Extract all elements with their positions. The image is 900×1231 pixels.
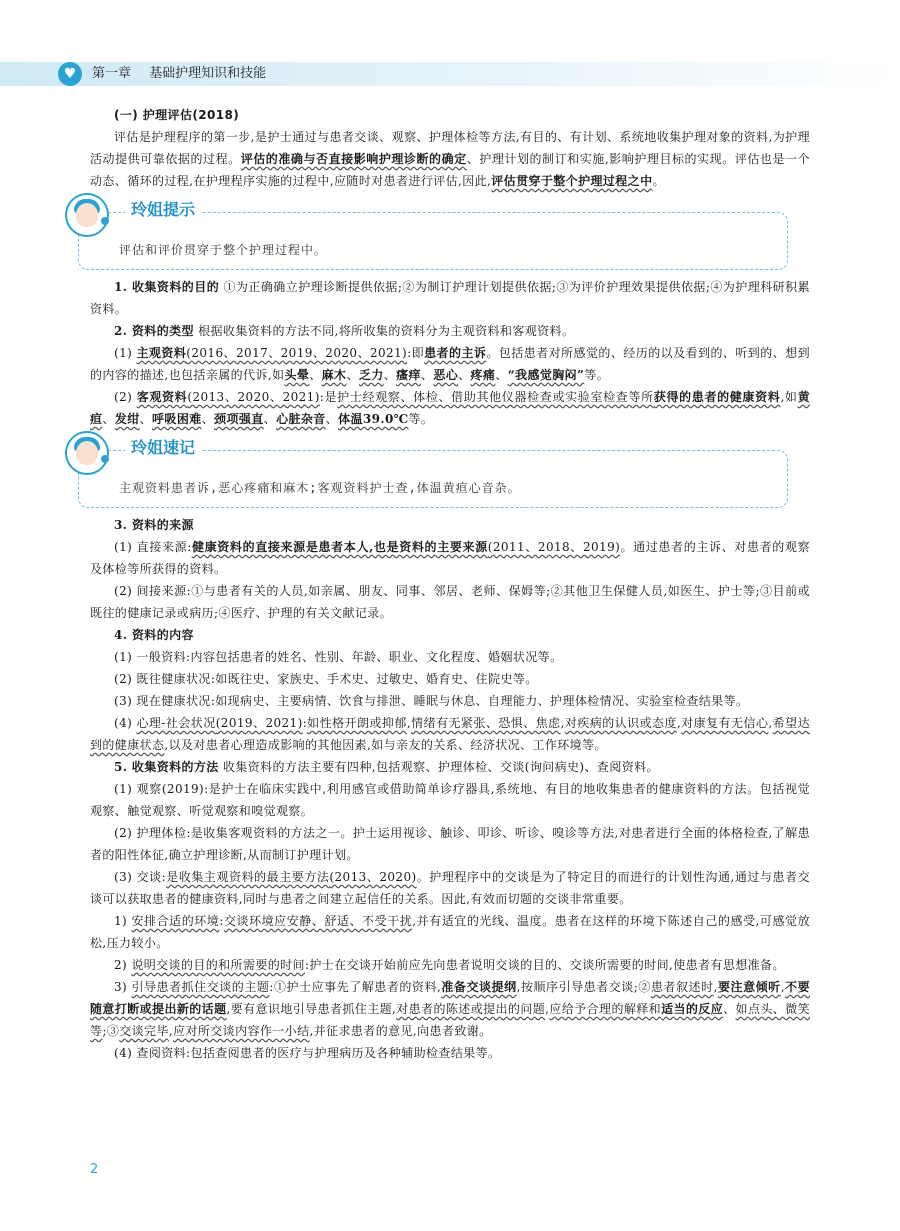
page-body bbox=[90, 104, 810, 1064]
tip-box-memo bbox=[78, 438, 788, 508]
text-run: 评估的准确与否直接影响护理诊断的确定 bbox=[240, 152, 467, 166]
block-data-collection bbox=[90, 276, 810, 430]
text-run: 患者的主诉 bbox=[424, 346, 487, 360]
text-run: 乏力 bbox=[358, 368, 384, 382]
text-run: (1) bbox=[114, 346, 137, 360]
text-run: 、 bbox=[102, 412, 115, 426]
text-run: 5. 收集资料的方法 bbox=[114, 760, 219, 774]
text-run: 2) bbox=[114, 958, 132, 972]
text-run: 3. 资料的来源 bbox=[114, 518, 194, 532]
text-run: ,并有适宜的光线、温度。患者在这样的环境下陈述自己的感受,可感觉放松,压力较小。 bbox=[90, 914, 810, 950]
text-run: , bbox=[560, 716, 565, 730]
text-run: 交谈环境应安静、舒适、不受干扰 bbox=[223, 914, 413, 928]
text-run: (1) 一般资料:内容包括患者的姓名、性别、年龄、职业、文化程度、婚姻状况等。 bbox=[114, 650, 563, 664]
text-run: 、 bbox=[383, 368, 397, 382]
text-run: ,如 bbox=[780, 390, 798, 404]
text-run: 、 bbox=[263, 412, 277, 426]
text-run: (1) 直接来源: bbox=[114, 540, 192, 554]
text-run: ,并征求患者的意见,向患者致谢。 bbox=[309, 1024, 492, 1038]
text-run: 引导患者抓住交谈的主题 bbox=[131, 980, 270, 994]
text-run: 麻木 bbox=[321, 368, 347, 382]
paragraph bbox=[90, 1042, 810, 1064]
text-run: 体温39.0℃ bbox=[338, 412, 409, 426]
text-run: 1) bbox=[114, 914, 132, 928]
text-run: (2) 既往健康状况:如既往史、家族史、手术史、过敏史、婚育史、住院史等。 bbox=[114, 672, 538, 686]
text-run: (3) 现在健康状况:如现病史、主要病情、饮食与排泄、睡眠与休息、自理能力、护理体检情况、实验室检查结果等。 bbox=[114, 694, 749, 708]
paragraph bbox=[90, 976, 810, 1042]
text-run: 头晕 bbox=[284, 368, 310, 382]
paragraph bbox=[90, 822, 810, 866]
text-run: (2013、2020、2021) bbox=[187, 390, 320, 404]
tip-box-hint bbox=[78, 200, 788, 270]
intro-paragraph bbox=[90, 126, 810, 192]
text-run: 1. 收集资料的目的 bbox=[114, 280, 220, 294]
text-run: 希望达到的健康状态 bbox=[90, 716, 810, 752]
text-run: , bbox=[676, 716, 682, 730]
text-run: 是收集主观资料的最主要方法 bbox=[166, 870, 330, 884]
text-run: (4) bbox=[114, 716, 137, 730]
text-run: (2013、2020) bbox=[329, 870, 417, 884]
text-run: (2) 护理体检:是收集客观资料的方法之一。护士运用视诊、触诊、叩诊、听诊、嗅诊等方法,对患者进行全面的体格检查,了解患者的阳性体征,确立护理诊断,从而制订护理计划。 bbox=[90, 826, 810, 862]
text-run: 如性格开朗或抑郁 bbox=[307, 716, 407, 730]
text-run: 评估贯穿于整个护理过程之中 bbox=[491, 174, 653, 188]
text-run: 等。 bbox=[584, 368, 610, 382]
text-run: (2) bbox=[114, 390, 137, 404]
text-run: , bbox=[713, 980, 718, 994]
text-run: 评估是护理程序的第一步,是护士通过与患者交谈、观察、护理体检等方法,有目的、有计划、系统地收集护理对象的资料,为护理活动提供可靠依据的过程。 bbox=[90, 130, 810, 166]
nurse-avatar-icon bbox=[65, 193, 109, 237]
text-run: (3) 交谈: bbox=[114, 870, 167, 884]
text-run: (2011、2018、2019) bbox=[487, 540, 621, 554]
text-run: 。护理程序中的交谈是为了特定目的而进行的计划性沟通,通过与患者交谈可以获取患者的健康资料,同时与患者之间建立起信任的关系。因此,有效而切题的交谈非常重要。 bbox=[90, 870, 811, 906]
text-run: 、 bbox=[201, 412, 215, 426]
paragraph bbox=[90, 646, 810, 668]
text-run: 客观资料 bbox=[136, 390, 188, 404]
text-run: ,以及对患者心理造成影响的其他因素,如与亲友的关系、经济状况、工作环境等。 bbox=[164, 738, 607, 752]
running-header bbox=[92, 64, 280, 84]
text-run: 如点头、微笑等 bbox=[90, 1002, 810, 1038]
paragraph bbox=[90, 756, 810, 778]
nurse-avatar-icon bbox=[65, 431, 109, 475]
text-run: 、 bbox=[139, 412, 153, 426]
text-run: 、 bbox=[325, 412, 339, 426]
tip-title: 玲姐提示 bbox=[125, 199, 201, 221]
text-run: (1) 观察(2019):是护士在临床实践中,利用感官或借助简单诊疗器具,系统地、有目的地收集患者的健康资料的方法。包括视觉观察、触觉观察、听觉观察和嗅觉观察。 bbox=[90, 782, 810, 818]
text-run: 4. 资料的内容 bbox=[114, 628, 194, 642]
text-run: 护士经观察、体检、借助其他仪器检查或实验室检查等所 bbox=[337, 390, 654, 404]
section-heading: (一) 护理评估(2018) bbox=[114, 108, 240, 122]
text-run: 对康复有无信心 bbox=[681, 716, 769, 730]
text-run: 情绪有无紧张、恐惧、焦虑 bbox=[411, 716, 561, 730]
text-run: 心脏杂音 bbox=[276, 412, 326, 426]
block-data-sources-methods bbox=[90, 514, 810, 1064]
heart-icon: ♥ bbox=[58, 62, 82, 86]
text-run: (4) 查阅资料:包括查阅患者的医疗与护理病历及各种辅助检查结果等。 bbox=[114, 1046, 501, 1060]
paragraph bbox=[90, 866, 810, 910]
text-run: :是 bbox=[319, 390, 338, 404]
text-run: 、 bbox=[346, 368, 359, 382]
paragraph bbox=[90, 536, 810, 580]
text-run: 颈项强直 bbox=[214, 412, 264, 426]
text-run: :护士在交谈开始前应先向患者说明交谈的目的、交谈所需要的时间,使患者有思想准备。 bbox=[304, 958, 785, 972]
paragraph bbox=[90, 668, 810, 690]
text-run: “我感觉胸闷” bbox=[507, 368, 585, 382]
text-run: , bbox=[780, 980, 785, 994]
text-run: 对疾病的认识或态度 bbox=[564, 716, 677, 730]
tip-text: 主观资料患者诉,恶心疼痛和麻木;客观资料护士查,体温黄疸心音杂。 bbox=[119, 481, 521, 495]
text-run: 2. 资料的类型 bbox=[114, 324, 194, 338]
paragraph bbox=[90, 778, 810, 822]
paragraph bbox=[90, 580, 810, 624]
text-run: 健康资料的直接来源是患者本人,也是资料的主要来源 bbox=[191, 540, 488, 554]
chapter-label: 第一章 bbox=[92, 66, 132, 81]
text-run: 对患者的陈述或提出的问题 bbox=[396, 1002, 546, 1016]
paragraph bbox=[90, 624, 810, 646]
text-run: 获得的患者的健康资料 bbox=[653, 390, 781, 404]
text-run: 、 bbox=[420, 368, 434, 382]
text-run: :①护士应事先了解患者的资料, bbox=[269, 980, 442, 994]
text-run: 收集资料的方法主要有四种,包括观察、护理体检、交谈(询问病史)、查阅资料。 bbox=[218, 760, 659, 774]
text-run: , bbox=[545, 1002, 550, 1016]
text-run: 准备交谈提纲 bbox=[441, 980, 517, 994]
text-run: 心理-社会状况 bbox=[136, 716, 216, 730]
text-run: 说明交谈的目的和所需要的时间 bbox=[131, 958, 305, 972]
text-run: : bbox=[219, 914, 224, 928]
paragraph bbox=[90, 342, 810, 386]
text-run: (2) 间接来源:①与患者有关的人员,如亲属、朋友、同事、邻居、老师、保姆等;②其他卫生保健人员,如医生、护士等;③目前或既往的健康记录或病历;④医疗、护理的有关文献记录。 bbox=[90, 584, 810, 620]
text-run: 、 bbox=[458, 368, 471, 382]
paragraph bbox=[90, 690, 810, 712]
text-run: 应给予合理的解释和 bbox=[549, 1002, 662, 1016]
text-run: 等。 bbox=[408, 412, 434, 426]
paragraph bbox=[90, 910, 810, 954]
text-run: 应对所交谈内容作一小结 bbox=[173, 1024, 310, 1038]
paragraph bbox=[90, 386, 810, 430]
text-run: 发绀 bbox=[114, 412, 140, 426]
text-run: 呼吸困难 bbox=[152, 412, 202, 426]
text-run: (2016、2017、2019、2020、2021) bbox=[186, 346, 408, 360]
tip-title: 玲姐速记 bbox=[125, 437, 201, 459]
text-run: : bbox=[302, 716, 308, 730]
text-run: ,按顺序引导患者交谈;② bbox=[516, 980, 651, 994]
text-run: 、护理计划的制订和实施,影响护理目标的实现。评估也是一个动态、循环的过程,在护理程序实施的过程中,应随时对患者进行评估,因此, bbox=[90, 152, 810, 188]
text-run: 不要随意打断或提出新的话题 bbox=[90, 980, 810, 1016]
text-run: ,要有意识地引导患者抓住主题, bbox=[226, 1002, 397, 1016]
paragraph bbox=[90, 712, 810, 756]
text-run: 患者叙述时 bbox=[650, 980, 714, 994]
text-run: 、 bbox=[723, 1002, 736, 1016]
chapter-title: 基础护理知识和技能 bbox=[149, 66, 267, 81]
paragraph bbox=[90, 276, 810, 320]
paragraph bbox=[90, 320, 810, 342]
text-run: , bbox=[168, 1024, 174, 1038]
text-run: :即 bbox=[407, 346, 425, 360]
text-run: 要注意倾听 bbox=[717, 980, 781, 994]
text-run: 。 bbox=[652, 174, 665, 188]
text-run: 黄疸 bbox=[90, 390, 810, 426]
text-run: 、 bbox=[309, 368, 322, 382]
text-run: 安排合适的环境 bbox=[131, 914, 220, 928]
text-run: 3) bbox=[114, 980, 132, 994]
text-run: ①为正确确立护理诊断提供依据;②为制订护理计划提供依据;③为评价护理效果提供依据;④为护理科研积累资料。 bbox=[90, 280, 810, 316]
text-run: , bbox=[768, 716, 773, 730]
text-run: 疼痛 bbox=[470, 368, 496, 382]
text-run: , bbox=[406, 716, 412, 730]
text-run: 、 bbox=[495, 368, 508, 382]
text-run: 。包括患者对所感觉的、经历的以及看到的、听到的、想到的内容的描述,也包括亲属的代诉,如 bbox=[90, 346, 810, 382]
text-run: 根据收集资料的方法不同,将所收集的资料分为主观资料和客观资料。 bbox=[193, 324, 575, 338]
text-run: 恶心 bbox=[433, 368, 459, 382]
text-run: ;③ bbox=[102, 1024, 120, 1038]
text-run: 交谈完毕 bbox=[119, 1024, 169, 1038]
page-number: 2 bbox=[90, 1162, 99, 1177]
paragraph bbox=[90, 514, 810, 536]
text-run: 瘙痒 bbox=[396, 368, 421, 382]
text-run: 适当的反应 bbox=[661, 1002, 724, 1016]
text-run: 。通过患者的主诉、对患者的观察及体检等所获得的资料。 bbox=[90, 540, 810, 576]
text-run: 主观资料 bbox=[136, 346, 187, 360]
text-run: (2019、2021) bbox=[215, 716, 303, 730]
tip-text: 评估和评价贯穿于整个护理过程中。 bbox=[119, 243, 328, 257]
paragraph bbox=[90, 954, 810, 976]
